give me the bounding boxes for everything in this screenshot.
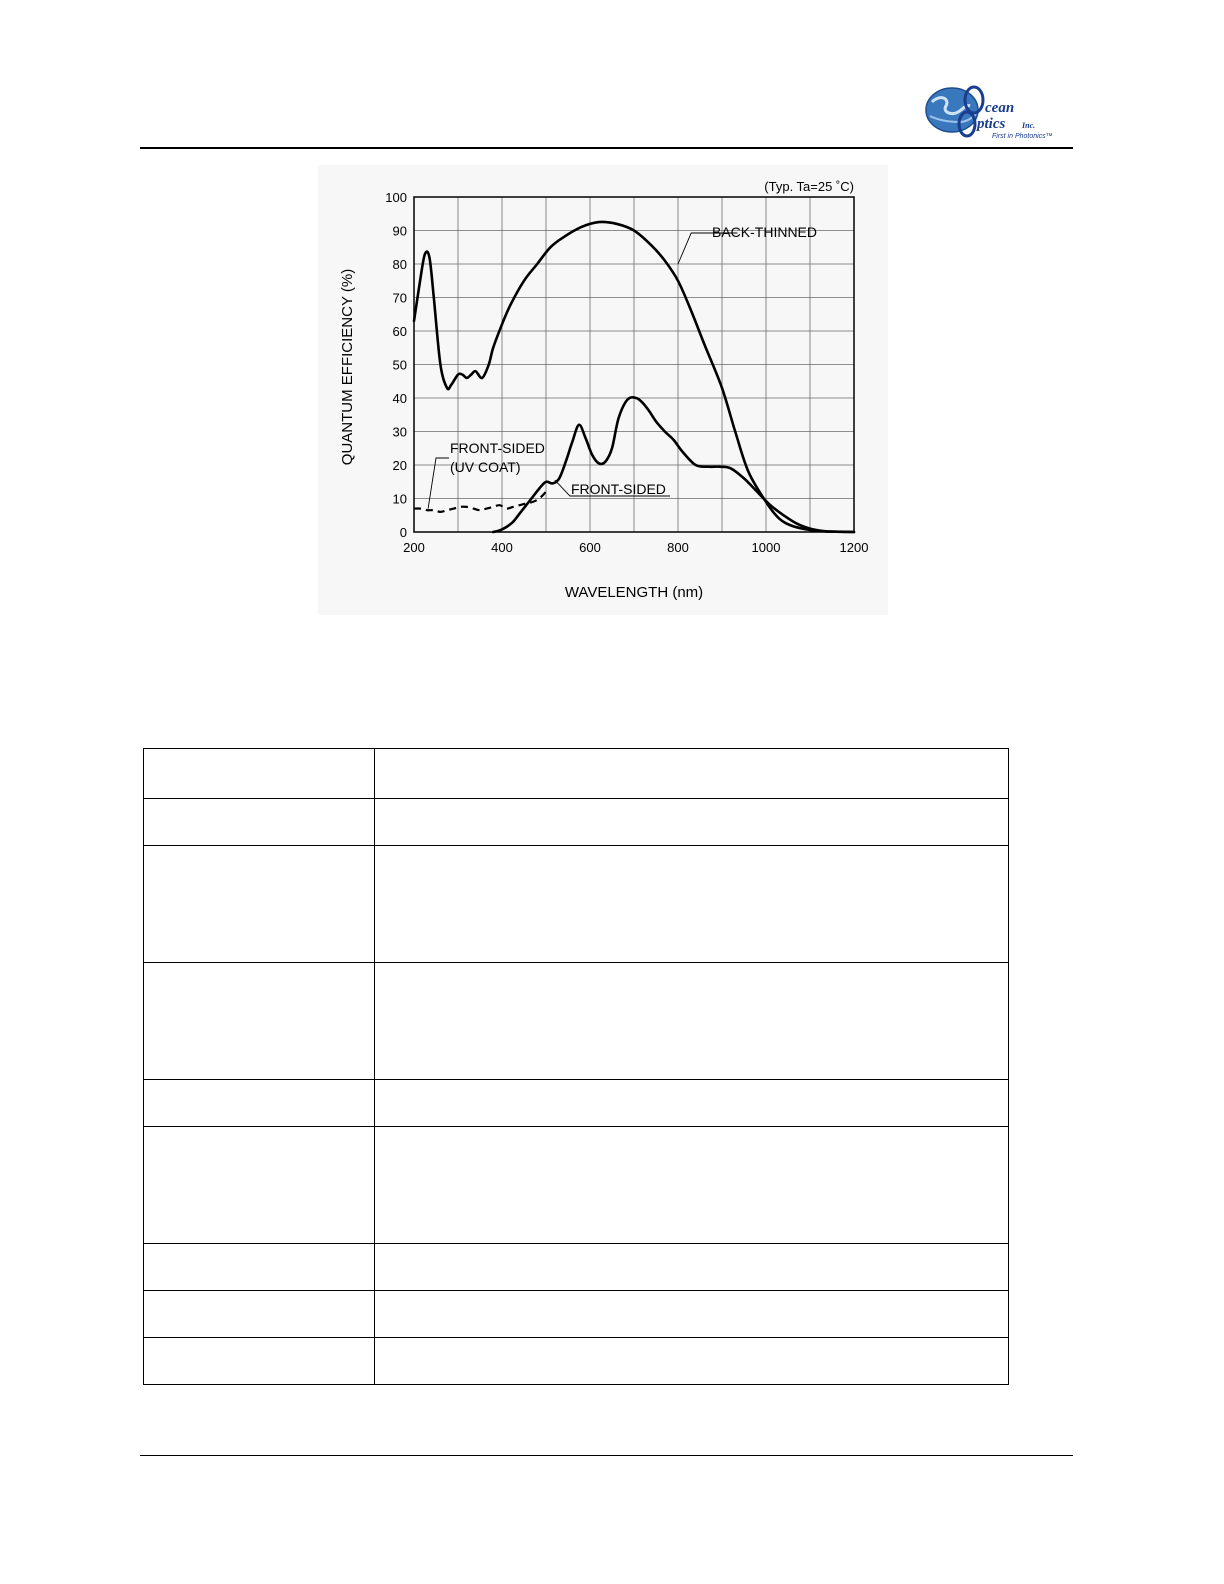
x-tick-labels [403,540,868,555]
table-row [144,1244,1009,1291]
table-row [144,1338,1009,1385]
y-tick-label: 100 [385,190,407,205]
table-cell [144,1244,375,1291]
table-row [144,846,1009,963]
y-tick-label: 40 [392,391,407,406]
spec-table [143,748,1009,1385]
y-tick-labels [385,190,407,540]
table-cell [144,1291,375,1338]
logo-line1: cean [985,100,1015,116]
x-tick-label: 400 [491,540,513,555]
x-tick-label: 1200 [839,540,869,555]
x-tick-label: 1000 [751,540,781,555]
table-cell [375,846,1009,963]
series-line-front-sided-uv-coat [414,492,546,512]
x-axis-label: WAVELENGTH (nm) [564,584,704,601]
table-cell [144,1127,375,1244]
table-row [144,799,1009,846]
table-cell [144,1338,375,1385]
table-row [144,749,1009,799]
condition-note: (Typ. Ta=25 ˚C) [764,179,854,194]
chart-svg [318,165,888,615]
logo-line2: ptics [977,116,1006,132]
y-tick-label: 30 [392,424,407,440]
table-row [144,963,1009,1080]
y-axis-label: QUANTUM EFFICIENCY (%) [339,268,356,466]
table-cell [144,963,375,1080]
table-cell [375,749,1009,799]
annotation-back-thinned: BACK-THINNED [712,224,818,240]
y-tick-label: 0 [399,525,407,540]
y-tick-label: 80 [392,257,407,272]
annotation-front-sided-uv: FRONT-SIDED [450,440,545,456]
y-tick-label: 60 [392,324,407,339]
globe-icon [922,82,1072,144]
quantum-efficiency-chart [318,165,888,615]
logo-suffix: Inc. [1022,121,1036,130]
y-tick-label: 20 [392,458,407,473]
y-tick-label: 10 [392,491,407,507]
y-tick-label: 90 [392,223,407,239]
table-row [144,1291,1009,1338]
y-tick-label: 70 [392,290,407,306]
table-cell [375,799,1009,846]
table-cell [144,846,375,963]
logo-tagline: First in Photonics™ [992,133,1053,140]
table-cell [144,1080,375,1127]
footer-rule [140,1455,1073,1456]
table-cell [375,963,1009,1080]
table-row [144,1127,1009,1244]
table-cell [375,1244,1009,1291]
x-tick-label: 600 [579,540,601,555]
header-rule [140,147,1073,149]
ocean-optics-logo [922,82,1072,144]
table-cell [375,1291,1009,1338]
table-cell [144,749,375,799]
x-tick-label: 800 [667,540,689,555]
annotation-front-sided: FRONT-SIDED [571,481,666,497]
table-cell [144,799,375,846]
table-cell [375,1127,1009,1244]
leader-front-sided-uv [428,458,449,509]
table-row [144,1080,1009,1127]
table-cell [375,1338,1009,1385]
x-tick-label: 200 [403,540,425,555]
table-cell [375,1080,1009,1127]
annotation-uv-coat: (UV COAT) [450,459,521,475]
y-tick-label: 50 [392,357,407,373]
